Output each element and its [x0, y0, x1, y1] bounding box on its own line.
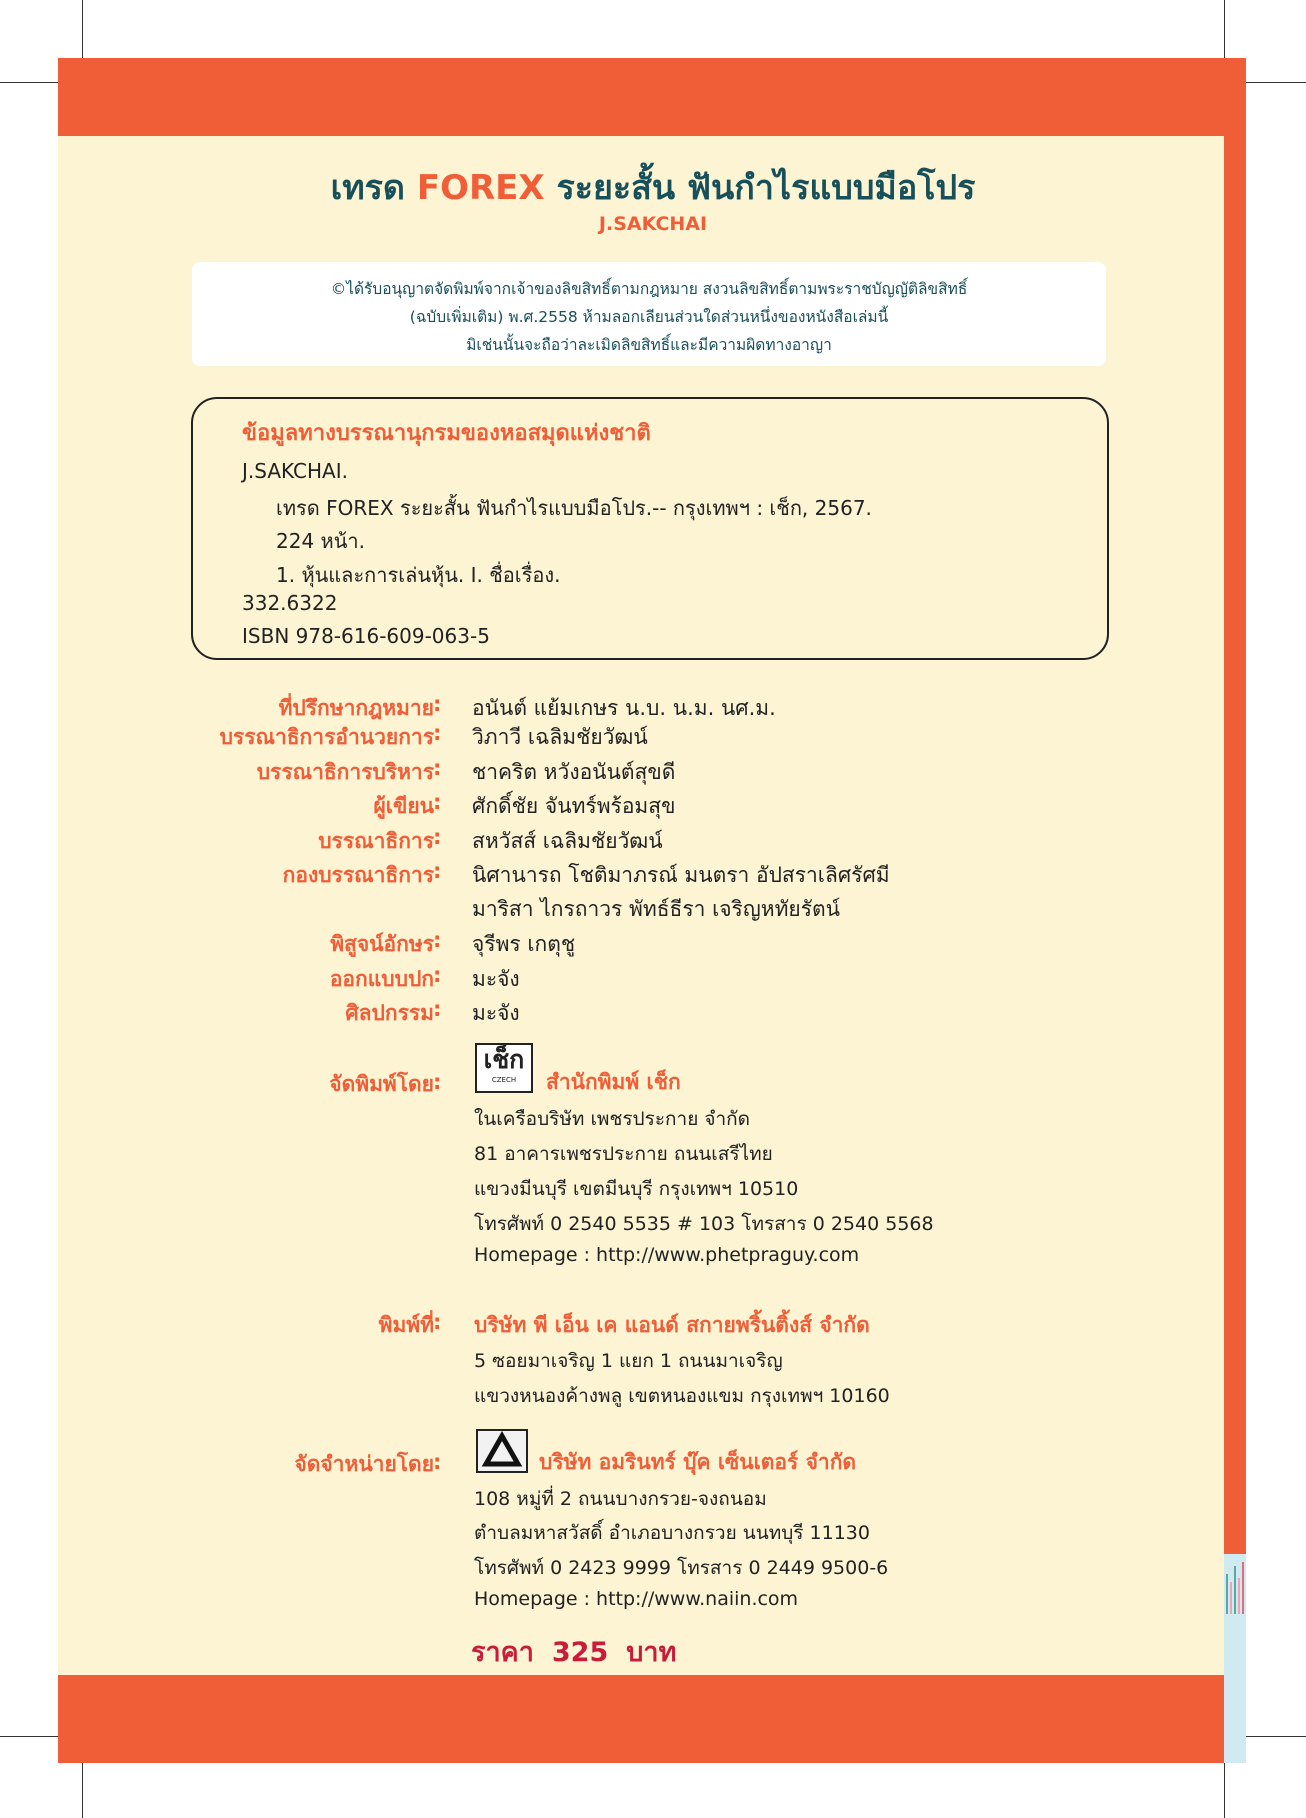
publisher-logo-text: เช็ก — [483, 1045, 525, 1074]
publisher-logo-sub: CZECH — [491, 1076, 517, 1084]
credit-value: ชาคริต หวังอนันต์สุขดี — [472, 760, 676, 784]
distributor-colon: : — [433, 1450, 442, 1474]
distributor-line: ตำบลมหาสวัสดิ์ อำเภอบางกรวย นนทบุรี 11130 — [474, 1522, 870, 1544]
credit-value: วิภาวี เฉลิมชัยวัฒน์ — [472, 725, 648, 749]
printer-line: 5 ซอยมาเจริญ 1 แยก 1 ถนนมาเจริญ — [474, 1350, 783, 1372]
credit-value: สหวัสส์ เฉลิมชัยวัฒน์ — [472, 829, 663, 853]
distributor-name: บริษัท อมรินทร์ บุ๊ค เซ็นเตอร์ จำกัด — [539, 1450, 857, 1474]
title-suffix: ระยะสั้น ฟันกำไรแบบมือโปร — [544, 168, 976, 208]
credit-value: มะจัง — [472, 1001, 520, 1025]
publisher-label: จัดพิมพ์โดย — [329, 1072, 434, 1096]
credit-label: ศิลปกรรม — [345, 1001, 434, 1025]
credit-colon: : — [433, 928, 442, 952]
crop-mark — [1238, 82, 1306, 83]
distributor-logo-icon — [476, 1429, 528, 1473]
credit-colon: : — [433, 692, 442, 716]
copyright-notice — [192, 262, 1106, 366]
credit-label: พิสูจน์อักษร — [330, 932, 434, 956]
publisher-logo — [475, 1043, 533, 1093]
top-band — [58, 58, 1246, 136]
cip-line: 224 หน้า. — [276, 529, 365, 553]
distributor-line: Homepage : http://www.naiin.com — [474, 1588, 799, 1610]
credit-label: บรรณาธิการบริหาร — [256, 760, 434, 784]
credit-value: จุรีพร เกตุชู — [472, 932, 576, 956]
credit-label: บรรณาธิการอำนวยการ — [219, 725, 434, 749]
credit-value: นิศานารถ โชติมาภรณ์ มนตรา อัปสราเลิศรัศมี — [472, 863, 890, 887]
distributor-line: โทรศัพท์ 0 2423 9999 โทรสาร 0 2449 9500-6 — [474, 1557, 889, 1579]
credit-value: ศักดิ์ชัย จันทร์พร้อมสุข — [472, 794, 676, 818]
printer-label: พิมพ์ที่ — [378, 1313, 434, 1337]
copyright-line: ©ได้รับอนุญาตจัดพิมพ์จากเจ้าของลิขสิทธิ์ตามกฎหมาย สงวนลิขสิทธิ์ตามพระราชบัญญัติลิขสิทธิ์ — [330, 280, 968, 298]
cip-box — [191, 397, 1109, 660]
publisher-line: โทรศัพท์ 0 2540 5535 # 103 โทรสาร 0 2540 5568 — [474, 1213, 934, 1235]
credit-label: ผู้เขียน — [373, 794, 434, 818]
publisher-name: สำนักพิมพ์ เช็ก — [546, 1070, 681, 1094]
bottom-band — [58, 1675, 1224, 1763]
cip-line: เทรด FOREX ระยะสั้น ฟันกำไรแบบมือโปร.-- กรุงเทพฯ : เช็ก, 2567. — [276, 496, 872, 520]
cip-line: J.SAKCHAI. — [242, 459, 348, 483]
credit-label: ที่ปรึกษากฎหมาย — [278, 696, 434, 720]
edge-decoration — [1224, 1554, 1246, 1763]
cip-line: ISBN 978-616-609-063-5 — [242, 624, 490, 648]
distributor-label: จัดจำหน่ายโดย — [294, 1452, 434, 1476]
credit-value: มาริสา ไกรถาวร พัทธ์ธีรา เจริญหทัยรัตน์ — [472, 897, 840, 921]
price — [471, 1630, 694, 1673]
credit-value: มะจัง — [472, 967, 520, 991]
credit-colon: : — [433, 963, 442, 987]
credit-label: บรรณาธิการ — [318, 829, 434, 853]
price-unit: บาท — [626, 1637, 677, 1668]
publisher-line: 81 อาคารเพชรประกาย ถนนเสรีไทย — [474, 1143, 773, 1165]
price-amount: 325 — [551, 1637, 609, 1668]
printer-colon: : — [433, 1310, 442, 1334]
publisher-line: Homepage : http://www.phetpraguy.com — [474, 1244, 860, 1266]
copyright-line: มิเช่นนั้นจะถือว่าละเมิดลิขสิทธิ์และมีความผิดทางอาญา — [466, 336, 832, 354]
printer-name: บริษัท พี เอ็น เค แอนด์ สกายพริ้นติ้งส์ จำกัด — [474, 1313, 870, 1337]
credit-colon: : — [433, 790, 442, 814]
copyright-line: (ฉบับเพิ่มเติม) พ.ศ.2558 ห้ามลอกเลียนส่วนใดส่วนหนึ่งของหนังสือเล่มนี้ — [409, 308, 889, 326]
credit-colon: : — [433, 825, 442, 849]
crop-mark — [1238, 1736, 1306, 1737]
printer-line: แขวงหนองค้างพลู เขตหนองแขม กรุงเทพฯ 10160 — [474, 1385, 890, 1407]
book-author: J.SAKCHAI — [598, 213, 708, 235]
book-title — [0, 160, 1306, 214]
credit-colon: : — [433, 756, 442, 780]
distributor-line: 108 หมู่ที่ 2 ถนนบางกรวย-จงถนอม — [474, 1488, 767, 1510]
credit-colon: : — [433, 997, 442, 1021]
publisher-colon: : — [433, 1070, 442, 1094]
cip-line: 332.6322 — [242, 591, 338, 615]
credit-colon: : — [433, 859, 442, 883]
publisher-line: แขวงมีนบุรี เขตมีนบุรี กรุงเทพฯ 10510 — [474, 1178, 799, 1200]
cip-line: 1. หุ้นและการเล่นหุ้น. I. ชื่อเรื่อง. — [276, 563, 561, 587]
price-label: ราคา — [471, 1637, 534, 1668]
credit-value: อนันต์ แย้มเกษร น.บ. น.ม. นศ.ม. — [472, 696, 776, 720]
title-highlight: FOREX — [416, 168, 545, 208]
right-band — [1224, 58, 1246, 1554]
title-prefix: เทรด — [330, 168, 417, 208]
credit-label: กองบรรณาธิการ — [282, 863, 434, 887]
credit-colon: : — [433, 721, 442, 745]
cip-heading: ข้อมูลทางบรรณานุกรมของหอสมุดแห่งชาติ — [242, 421, 651, 446]
credit-label: ออกแบบปก — [329, 967, 434, 991]
publisher-line: ในเครือบริษัท เพชรประกาย จำกัด — [474, 1108, 751, 1130]
